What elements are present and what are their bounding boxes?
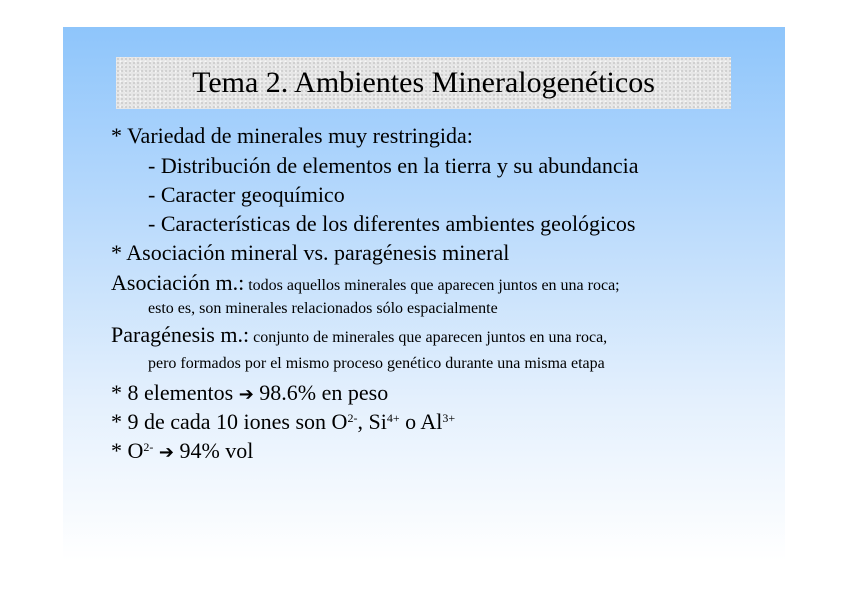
term-asociacion: Asociación m.: (111, 270, 245, 295)
term-paragenesis: Paragénesis m.: (111, 322, 250, 347)
superscript: 3+ (442, 411, 456, 425)
sub-item-caracter: - Caracter geoquímico (148, 182, 345, 207)
superscript: 2- (143, 440, 154, 454)
superscript: 4+ (386, 411, 400, 425)
text-segment: 94% vol (173, 438, 254, 463)
sub-item-distribucion: - Distribución de elementos en la tierra y su abundancia (148, 153, 639, 178)
right-arrow-icon: ➔ (238, 384, 254, 405)
text-segment: , Si (357, 409, 387, 434)
definition-continuation: esto es, son minerales relacionados sólo espacialmente (148, 300, 498, 317)
bullet-iones (111, 411, 455, 433)
definition-text: todos aquellos minerales que aparecen juntos en una roca; (244, 277, 620, 294)
right-arrow-icon: ➔ (158, 442, 174, 463)
bullet-asociacion: * Asociación mineral vs. paragénesis mineral (111, 240, 510, 265)
bullet-oxigeno (111, 440, 253, 462)
text-segment: * O (111, 438, 144, 463)
text-segment: * 9 de cada 10 iones son O (111, 409, 348, 434)
definition-paragenesis (111, 324, 607, 346)
definition-continuation: pero formados por el mismo proceso genético durante una misma etapa (148, 355, 605, 372)
definition-text: conjunto de minerales que aparecen juntos en una roca, (249, 329, 608, 346)
slide-title: Tema 2. Ambientes Mineralogenéticos (192, 66, 655, 99)
text-segment: o Al (399, 409, 443, 434)
text-segment: 98.6% en peso (253, 380, 389, 405)
text-segment: * 8 elementos (111, 380, 239, 405)
bullet-elementos (111, 382, 388, 404)
bullet-variedad: * Variedad de minerales muy restringida: (111, 123, 473, 148)
definition-asociacion (111, 272, 620, 294)
sub-item-caracteristicas: - Características de los diferentes ambientes geológicos (148, 211, 636, 236)
title-box (116, 57, 731, 109)
superscript: 2- (347, 411, 358, 425)
